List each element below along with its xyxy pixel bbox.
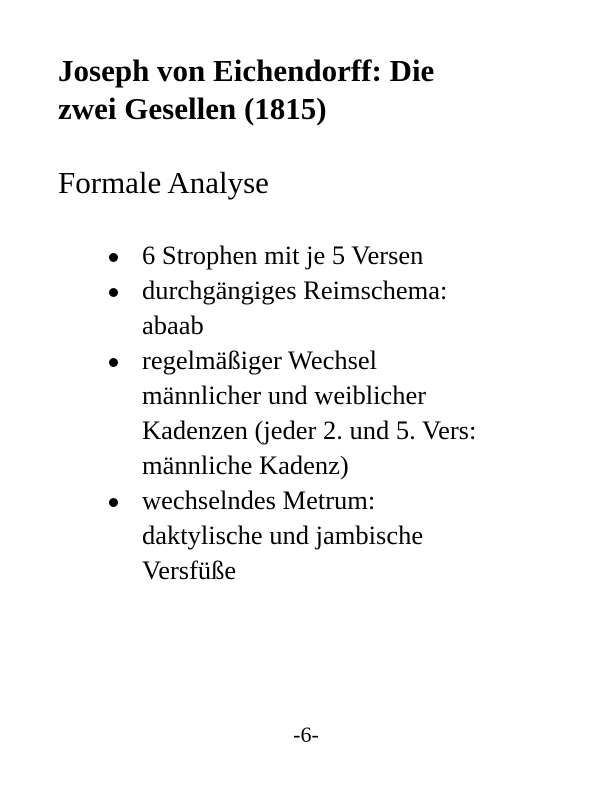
list-item-text: wechselndes Metrum: xyxy=(142,485,376,515)
list-item xyxy=(102,483,572,588)
bullet-dot-icon xyxy=(109,498,118,507)
list-item-text: abaab xyxy=(142,310,204,340)
list-item-text: männlicher und weiblicher xyxy=(142,380,427,410)
bullet-dot-icon xyxy=(109,288,118,297)
list-item xyxy=(102,238,572,273)
bullet-dot-icon xyxy=(109,358,118,367)
list-item-text: durchgängiges Reimschema: xyxy=(142,275,448,305)
page-number: -6- xyxy=(293,722,319,747)
list-item-text: männliche Kadenz) xyxy=(142,450,349,480)
bullet-dot-icon xyxy=(109,253,118,262)
title-line-2: zwei Gesellen (1815) xyxy=(58,91,327,126)
page-title xyxy=(58,52,578,128)
list-item xyxy=(102,343,572,483)
list-item xyxy=(102,273,572,343)
section-heading: Formale Analyse xyxy=(58,165,269,200)
list-item-text: Versfüße xyxy=(142,555,237,585)
list-item-text: Kadenzen (jeder 2. und 5. Vers: xyxy=(142,415,477,445)
list-item-text: 6 Strophen mit je 5 Versen xyxy=(142,240,424,270)
title-line-1: Joseph von Eichendorff: Die xyxy=(58,53,435,88)
analysis-bullet-list xyxy=(102,238,572,588)
list-item-text: daktylische und jambische xyxy=(142,520,424,550)
list-item-text: regelmäßiger Wechsel xyxy=(142,345,378,375)
